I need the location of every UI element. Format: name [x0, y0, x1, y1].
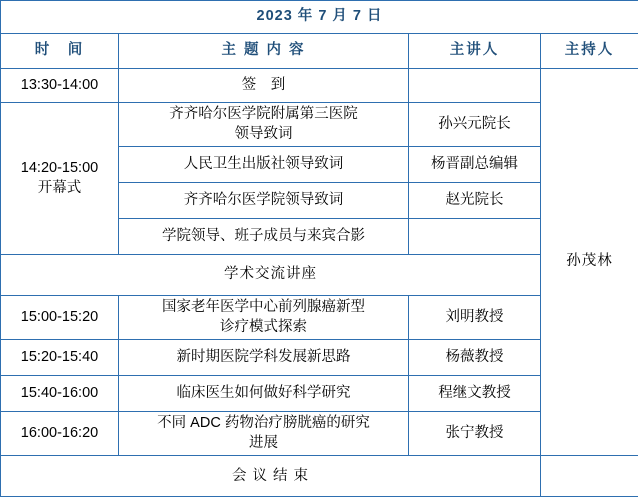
row-speaker: 张宁教授 [409, 412, 541, 456]
table-header-row [1, 34, 638, 69]
row-time-group [1, 103, 119, 255]
row-speaker: 杨晋副总编辑 [409, 147, 541, 183]
row-host: 孙茂林 [541, 69, 638, 456]
row-topic-line2: 诊疗模式探索 [123, 318, 404, 338]
row-speaker: 程继文教授 [409, 376, 541, 412]
row-topic [119, 412, 409, 456]
row-time: 13:30-14:00 [1, 69, 119, 103]
row-topic: 人民卫生出版社领导致词 [119, 147, 409, 183]
meeting-end-host-cell [541, 456, 638, 497]
row-topic: 签 到 [119, 69, 409, 103]
column-header-time: 时 间 [1, 34, 119, 69]
row-topic-line2: 领导致词 [123, 125, 404, 145]
row-time-group-label: 开幕式 [5, 179, 114, 199]
row-speaker [409, 219, 541, 255]
meeting-end-label: 会 议 结 束 [1, 456, 541, 497]
column-header-topic: 主 题 内 容 [119, 34, 409, 69]
row-speaker [409, 69, 541, 103]
row-speaker: 刘明教授 [409, 296, 541, 340]
row-time: 15:40-16:00 [1, 376, 119, 412]
section-title: 学术交流讲座 [1, 255, 541, 296]
table-row [1, 69, 638, 103]
row-speaker: 孙兴元院长 [409, 103, 541, 147]
row-topic: 学院领导、班子成员与来宾合影 [119, 219, 409, 255]
row-time-group-range: 14:20-15:00 [5, 159, 114, 179]
row-topic [119, 103, 409, 147]
row-topic-line1: 不同 ADC 药物治疗膀胱癌的研究 [123, 414, 404, 434]
row-topic [119, 296, 409, 340]
document-title: 2023 年 7 月 7 日 [1, 1, 638, 34]
row-topic-line1: 国家老年医学中心前列腺癌新型 [123, 298, 404, 318]
row-topic: 临床医生如何做好科学研究 [119, 376, 409, 412]
row-time: 16:00-16:20 [1, 412, 119, 456]
column-header-host: 主持人 [541, 34, 638, 69]
row-speaker: 赵光院长 [409, 183, 541, 219]
row-topic-line1: 齐齐哈尔医学院附属第三医院 [123, 105, 404, 125]
row-topic-line2: 进展 [123, 434, 404, 454]
row-topic: 新时期医院学科发展新思路 [119, 340, 409, 376]
row-time: 15:00-15:20 [1, 296, 119, 340]
table-section-row [1, 456, 638, 497]
table-title-row [1, 1, 638, 34]
column-header-speaker: 主讲人 [409, 34, 541, 69]
row-speaker: 杨薇教授 [409, 340, 541, 376]
row-time: 15:20-15:40 [1, 340, 119, 376]
row-topic: 齐齐哈尔医学院领导致词 [119, 183, 409, 219]
